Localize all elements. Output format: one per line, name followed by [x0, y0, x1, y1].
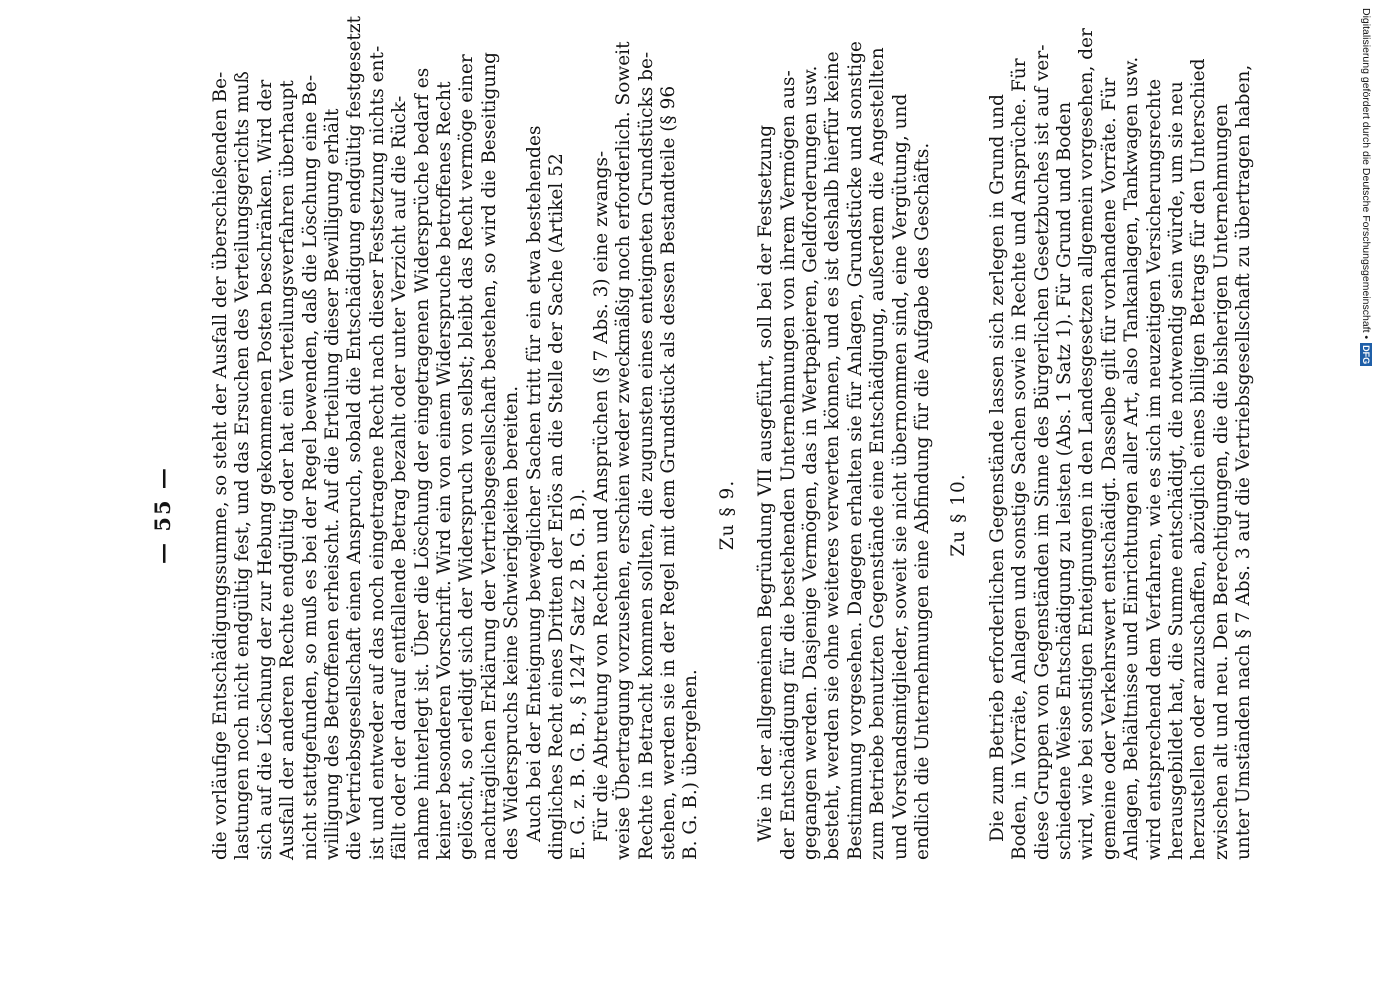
text-line: Auch bei der Enteignung beweglicher Sachen tritt für ein etwa bestehendes [523, 125, 545, 842]
text-line: lastungen noch nicht endgültig fest, und das Ersuchen des Verteilungsgerichts muß [232, 71, 254, 860]
page-number: — 55 — [150, 466, 175, 564]
text-line: Anlagen, Behältnisse und Einrichtungen aller Art, also Tankanlagen, Tankwagen usw. [1121, 56, 1143, 860]
text-line: Ausfall der anderen Rechte endgültig oder hat ein Verteilungsverfahren überhaupt [277, 80, 299, 860]
text-line: besteht, werden sie ohne weiteres verwerten können, und es ist deshalb hierfür keine [822, 51, 844, 860]
text-line: Bestimmung vorgesehen. Dagegen erhalten sie für Anlagen, Grundstücke und sonstige [844, 41, 866, 860]
digitization-credit [1359, 8, 1373, 393]
text-line: nahme hinterlegt ist. Über die Löschung der eingetragenen Widersprüche bedarf es [411, 67, 433, 860]
text-line: E. G. z. B. G. B., § 1247 Satz 2 B. G. B.). [568, 488, 590, 860]
text-line: Rechte in Betracht kommen sollten, die zugunsten eines enteigneten Grundstücks be- [635, 51, 657, 860]
text-line: B. G. B.) übergehen. [680, 669, 702, 860]
text-line: wird entsprechend dem Verfahren, wie es sich im neuzeitigen Versicherungsrechte [1143, 78, 1165, 860]
text-line: der Entschädigung für die bestehenden Unternehmungen von ihrem Vermögen aus- [777, 70, 799, 860]
text-line: keiner besonderen Vorschrift. Wird ein von einem Widerspruche betroffenes Recht [434, 81, 455, 860]
text-line: Boden, in Vorräte, Anlagen und sonstige Sachen sowie in Rechte und Ansprüche. Für [1009, 58, 1031, 860]
text-line: endlich die Unternehmungen eine Abfindung für die Aufgabe des Geschäfts. [912, 142, 933, 860]
text-line: wird, wie bei sonstigen Enteignungen in den Landesgesetzen allgemein vorgesehen, der [1076, 28, 1098, 860]
page-body [150, 15, 1255, 860]
text-line: ist und entweder auf das noch eingetragene Recht nach dieser Festsetzung nichts ent- [366, 45, 388, 860]
text-line: die Vertriebsgesellschaft einen Anspruch, sobald die Entschädigung endgültig festgesetzt [344, 15, 366, 860]
section-heading-9: Zu § 9. [716, 479, 738, 551]
dfg-logo: DFG [1361, 345, 1371, 365]
text-line: dingliches Recht eines Dritten der Erlös an die Stelle der Sache (Artikel 52 [546, 153, 567, 860]
text-line: sich auf die Löschung der zur Hebung gekommenen Posten beschränken. Wird der [254, 79, 276, 860]
text-line: weise Übertragung vorzusehen, erschien weder zweckmäßig noch erforderlich. Soweit [613, 41, 635, 860]
credit-text: Digitalisierung gefördert durch die Deutsche Forschungsgemeinschaft • [1360, 8, 1372, 340]
text-line: Die zum Betrieb erforderlichen Gegenstände lassen sich zerlegen in Grund und [986, 94, 1008, 842]
text-line: fällt oder der darauf entfallende Betrag bezahlt oder unter Verzicht auf die Rück- [389, 95, 411, 860]
text-line: gelöscht, so erledigt sich der Widerspruch von selbst; bleibt das Recht vermöge einer [456, 54, 478, 860]
text-line: gegangen werden. Dasjenige Vermögen, das in Wertpapieren, Geldforderungen usw. [800, 65, 821, 860]
text-line: diese Gruppen von Gegenständen im Sinne des Bürgerlichen Gesetzbuches ist auf ver- [1031, 44, 1053, 860]
text-line: zwischen alt und neu. Den Berechtigungen, die die bisherigen Unternehmungen [1210, 103, 1232, 860]
text-line: nachträglichen Erklärung der Vertriebsgesellschaft bestehen, so wird die Beseitigung [478, 52, 500, 860]
text-line: die vorläufige Entschädigungssumme, so steht der Ausfall der überschießenden Be- [210, 71, 231, 860]
text-line: Für die Abtretung von Rechten und Ansprüchen (§ 7 Abs. 3) eine zwangs- [590, 150, 612, 842]
text-line: zum Betriebe benutzten Gegenstände eine Entschädigung, außerdem die Angestellten [867, 47, 889, 860]
text-line: nicht stattgefunden, so muß es bei der Regel bewenden, daß die Löschung eine Be- [299, 74, 321, 860]
text-line: des Widerspruchs keine Schwierigkeiten bereiten. [501, 385, 523, 860]
text-line: unter Umständen nach § 7 Abs. 3 auf die Vertriebsgesellschaft zu übertragen haben, [1233, 64, 1255, 860]
text-line: herzustellen oder anzuschaffen, abzüglich eines billigen Betrags für den Unterschied [1188, 58, 1210, 860]
text-line: schiedene Weise Entschädigung zu leisten (Abs. 1 Satz 1). Für Grund und Boden [1054, 101, 1075, 860]
section-heading-10: Zu § 10. [948, 473, 970, 557]
text-line: herausgebildet hat, die Summe entschädigt, die notwendig sein würde, um sie neu [1166, 81, 1187, 860]
text-line: stehen, werden sie in der Regel mit dem Grundstück als dessen Bestandteile (§ 96 [658, 85, 679, 860]
text-line: und Vorstandsmitglieder, soweit sie nicht übernommen sind, eine Vergütung, und [889, 93, 911, 860]
text-line: willigung des Betroffenen erheischt. Auf die Erteilung dieser Bewilligung erhält [322, 108, 343, 860]
text-line: gemeine oder Verkehrswert entschädigt. Dasselbe gilt für vorhandene Vorräte. Für [1098, 77, 1120, 860]
rotated-page [150, 15, 1255, 860]
text-line: Wie in der allgemeinen Begründung VII ausgeführt, soll bei der Festsetzung [755, 124, 777, 842]
